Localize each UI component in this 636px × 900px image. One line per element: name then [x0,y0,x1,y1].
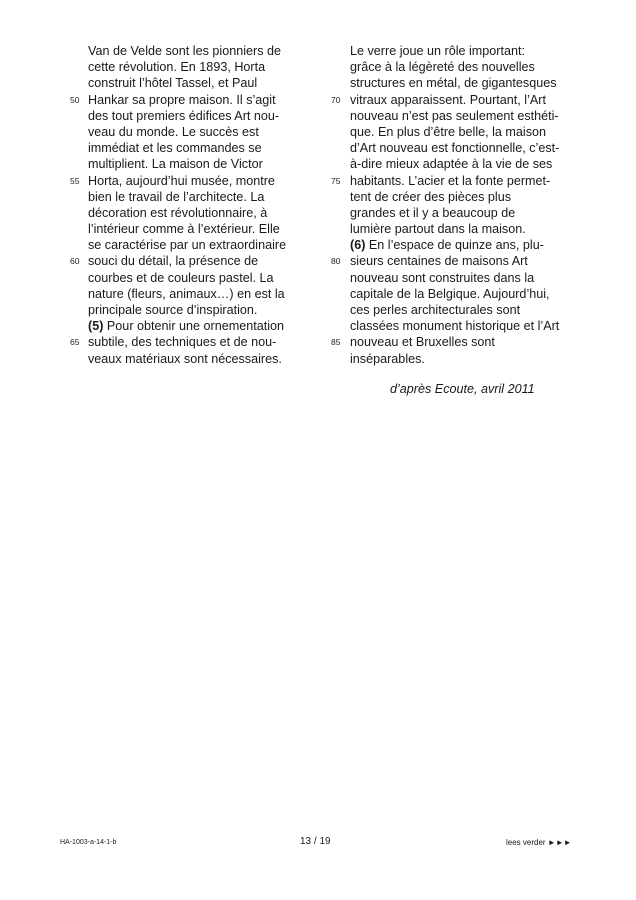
text-line [88,189,318,205]
line-text: tent de créer des pièces plus [350,189,512,204]
line-number: 75 [331,175,341,186]
text-line [350,59,590,75]
text-line [88,302,318,318]
line-text: lumière partout dans la maison. [350,222,526,237]
paragraph-marker: (5) [88,319,104,334]
line-text: à-dire mieux adaptée à la vie de ses [350,157,553,172]
text-line [350,156,590,172]
line-text: habitants. L’acier et la fonte permet- [350,173,551,188]
line-text: nouveau sont construites dans la [350,270,535,285]
text-line [350,189,590,205]
line-text: veau du monde. Le succès est [88,124,259,139]
line-text: Hankar sa propre maison. Il s’agit [88,92,276,107]
text-line [88,124,318,140]
line-text: Pour obtenir une ornementation [103,319,285,334]
line-text: souci du détail, la présence de [88,254,259,269]
text-line [350,140,590,156]
text-line [88,205,318,221]
line-number: 80 [331,256,341,267]
text-line [350,124,590,140]
text-line [350,237,590,253]
line-number: 50 [70,94,80,105]
line-text: En l’espace de quinze ans, plu- [365,238,544,253]
text-line [350,221,590,237]
line-text: grandes et il y a beaucoup de [350,205,516,220]
text-line [88,59,318,75]
source-attribution: d’après Ecoute, avril 2011 [390,382,535,396]
line-number: 70 [331,94,341,105]
line-text: Le verre joue un rôle important: [350,44,526,58]
text-line [350,318,590,334]
text-line [88,286,318,302]
text-line [331,253,590,269]
line-text: sieurs centaines de maisons Art [350,254,528,269]
text-line [331,173,590,189]
exam-code: HA-1003-a-14-1-b [60,839,117,846]
text-line [88,156,318,172]
text-line [350,351,590,367]
text-line [70,334,318,350]
line-text: courbes et de couleurs pastel. La [88,270,274,285]
line-text: d’Art nouveau est fonctionnelle, c’est- [350,141,560,156]
line-text: vitraux apparaissent. Pourtant, l’Art [350,92,546,107]
line-text: immédiat et les commandes se [88,141,262,156]
line-text: principale source d’inspiration. [88,303,258,317]
line-text: multiplient. La maison de Victor [88,157,263,172]
continue-indicator: lees verder ►►► [506,838,572,847]
line-text: capitale de la Belgique. Aujourd’hui, [350,286,550,301]
text-line [350,205,590,221]
line-text: nouveau et Bruxelles sont [350,335,495,350]
text-line [88,237,318,253]
line-number: 85 [331,337,341,348]
line-text: grâce à la légèreté des nouvelles [350,60,535,75]
text-line [88,75,318,91]
line-text: nature (fleurs, animaux…) en est la [88,286,285,301]
text-line [350,286,590,302]
line-text: nouveau n’est pas seulement esthéti- [350,108,559,123]
line-text: cette révolution. En 1893, Horta [88,60,266,75]
text-line [350,270,590,286]
text-line [88,270,318,286]
text-line [331,334,590,350]
line-text: se caractérise par un extraordinaire [88,238,287,253]
text-line [350,302,590,318]
line-text: Van de Velde sont les pionniers de [88,44,282,58]
text-line [70,253,318,269]
right-text-column [331,43,590,367]
line-number: 55 [70,175,80,186]
line-text: classées monument historique et l’Art [350,319,560,334]
page-number: 13 / 19 [300,836,331,847]
line-text: veaux matériaux sont nécessaires. [88,351,282,366]
text-line [350,108,590,124]
text-line [350,43,590,59]
line-number: 60 [70,256,80,267]
line-text: l’intérieur comme à l’extérieur. Elle [88,222,280,237]
text-line [70,92,318,108]
line-text: construit l’hôtel Tassel, et Paul [88,76,258,91]
line-text: décoration est révolutionnaire, à [88,205,268,220]
text-line [88,318,318,334]
text-line [88,221,318,237]
text-line [350,75,590,91]
line-text: inséparables. [350,351,425,366]
line-text: que. En plus d’être belle, la maison [350,124,547,139]
line-text: bien le travail de l’architecte. La [88,189,265,204]
line-text: ces perles architecturales sont [350,303,521,317]
text-line [88,140,318,156]
line-text: subtile, des techniques et de nou- [88,335,277,350]
line-text: des tout premiers édifices Art nou- [88,108,280,123]
text-line [88,43,318,59]
text-line [88,351,318,367]
line-text: Horta, aujourd’hui musée, montre [88,173,275,188]
text-line [331,92,590,108]
text-line [70,173,318,189]
line-number: 65 [70,337,80,348]
paragraph-marker: (6) [350,238,366,253]
line-text: structures en métal, de gigantesques [350,76,557,91]
text-line [88,108,318,124]
left-text-column [70,43,318,367]
